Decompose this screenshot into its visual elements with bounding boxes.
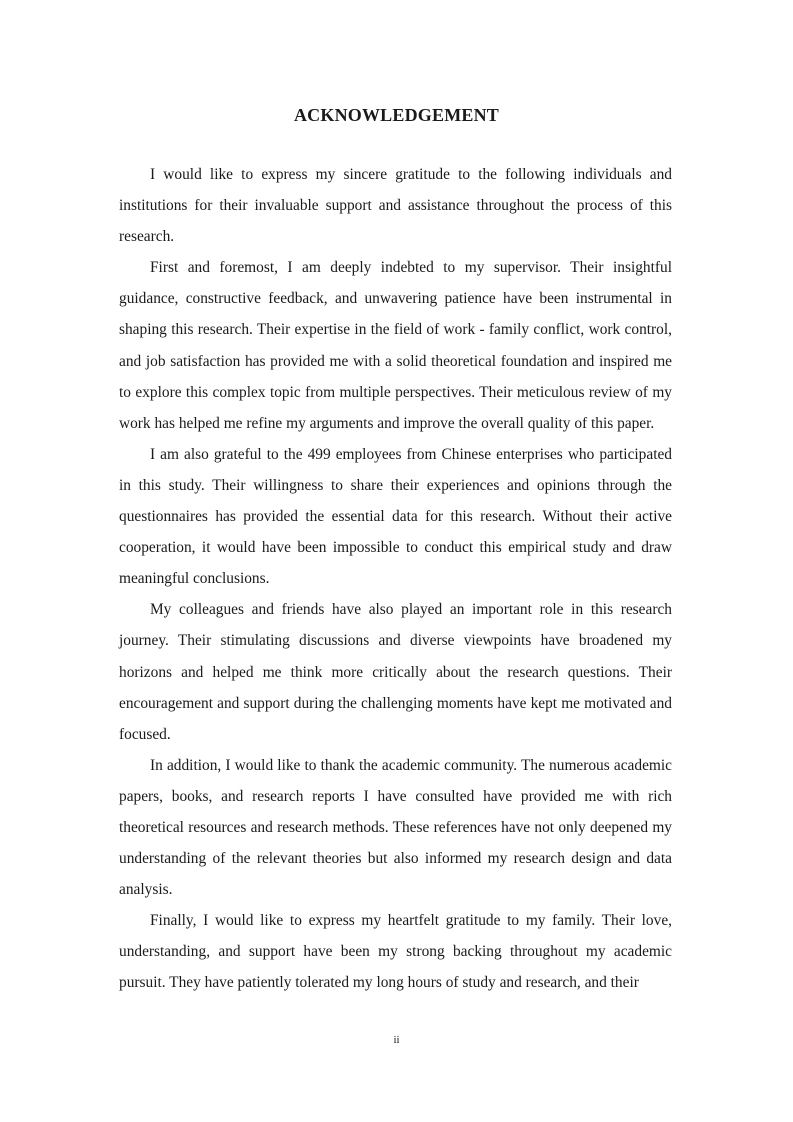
acknowledgement-body (119, 159, 672, 999)
paragraph-participants: I am also grateful to the 499 employees from Chinese enterprises who participated in this study. Their willingness to share their experiences and opinions through the questionnaires has provided the essential data for this research. Without their active cooperation, it would have been impossible to conduct this empirical study and draw meaningful conclusions. (119, 445, 672, 588)
paragraph-supervisor: First and foremost, I am deeply indebted to my supervisor. Their insightful guidance, constructive feedback, and unwavering patience have been instrumental in shaping this research. Their expertise in the field of work - family conflict, work control, and job satisfaction has provided me with a solid theoretical foundation and inspired me to explore this complex topic from multiple perspectives. Their meticulous review of my work has helped me refine my arguments and improve the overall quality of this paper. (119, 259, 672, 432)
page-number: ii (393, 1034, 400, 1046)
paragraph-academic-community: In addition, I would like to thank the academic community. The numerous academic papers, books, and research reports I have consulted have provided me with rich theoretical resources and research methods. These references have not only deepened my understanding of the relevant theories but also informed my research design and data analysis. (119, 756, 672, 899)
page-title: ACKNOWLEDGEMENT (293, 105, 500, 125)
paragraph-colleagues: My colleagues and friends have also played an important role in this research journey. Their stimulating discussions and diverse viewpoints have broadened my horizons and helped me think more critically about the research questions. Their encouragement and support during the challenging moments have kept me motivated and focused. (119, 601, 672, 743)
paragraph-intro: I would like to express my sincere gratitude to the following individuals and institutions for their invaluable support and assistance throughout the process of this research. (119, 166, 672, 246)
paragraph-family: Finally, I would like to express my heartfelt gratitude to my family. Their love, understanding, and support have been my strong backing throughout my academic pursuit. They have patiently tolerated my long hours of study and research, and their (119, 912, 672, 992)
